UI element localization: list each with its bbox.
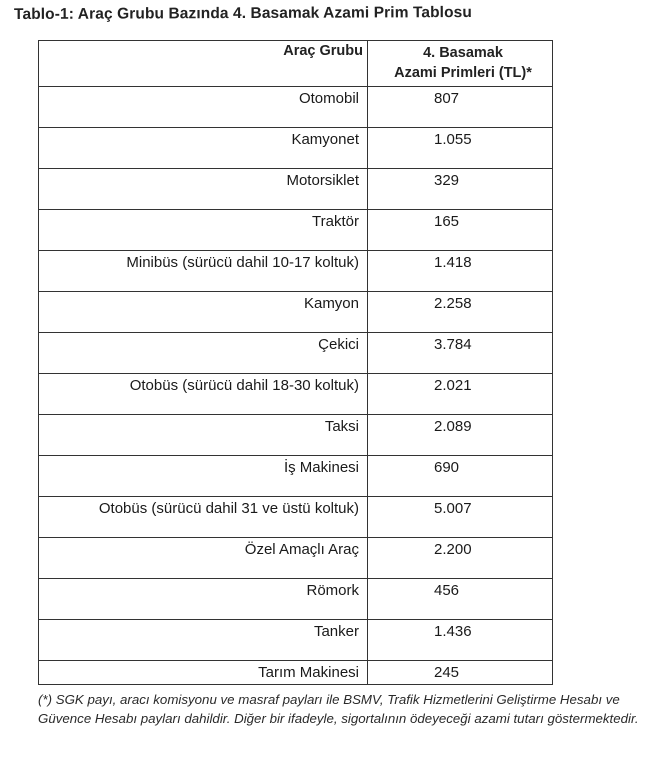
cell-arac-grubu: Çekici bbox=[318, 336, 359, 353]
table-row bbox=[39, 374, 552, 415]
table-row bbox=[39, 456, 552, 497]
cell-arac-grubu: Otobüs (sürücü dahil 18-30 koltuk) bbox=[129, 377, 359, 394]
cell-azami-prim: 1.055 bbox=[434, 131, 472, 148]
cell-azami-prim: 1.418 bbox=[434, 254, 472, 271]
cell-azami-prim: 2.258 bbox=[434, 295, 472, 312]
cell-azami-prim: 456 bbox=[434, 582, 460, 599]
cell-arac-grubu: Otomobil bbox=[298, 90, 359, 107]
table-row bbox=[39, 128, 552, 169]
cell-arac-grubu: Kamyon bbox=[303, 295, 359, 312]
cell-azami-prim: 3.784 bbox=[434, 336, 472, 353]
cell-arac-grubu: Minibüs (sürücü dahil 10-17 koltuk) bbox=[126, 254, 359, 271]
cell-arac-grubu: Motorsiklet bbox=[286, 172, 359, 189]
table-row bbox=[39, 87, 552, 128]
cell-azami-prim: 245 bbox=[434, 664, 460, 681]
cell-azami-prim: 329 bbox=[434, 172, 460, 189]
cell-azami-prim: 2.089 bbox=[434, 418, 472, 435]
header-prim-line1: 4. Basamak bbox=[423, 45, 503, 61]
cell-arac-grubu: Tanker bbox=[313, 623, 359, 640]
cell-azami-prim: 807 bbox=[434, 90, 460, 107]
cell-azami-prim: 1.436 bbox=[434, 623, 472, 640]
table-title: Tablo-1: Araç Grubu Bazında 4. Basamak Azami Prim Tablosu bbox=[14, 4, 472, 23]
table-row bbox=[39, 538, 552, 579]
header-azami-prim bbox=[373, 43, 553, 83]
table-row bbox=[39, 497, 552, 538]
footnote: (*) SGK payı, aracı komisyonu ve masraf payları ile BSMV, Trafik Hizmetlerini Geliştirme Hesabı ve Güvence Hesabı payları dahildir. Diğer bir ifadeyle, sigortalının ödeyeceği azami tutarı göstermektedir. bbox=[38, 692, 639, 726]
table-row bbox=[39, 169, 552, 210]
table-row bbox=[39, 620, 552, 661]
cell-arac-grubu: Otobüs (sürücü dahil 31 ve üstü koltuk) bbox=[98, 500, 359, 517]
cell-azami-prim: 5.007 bbox=[434, 500, 472, 517]
cell-azami-prim: 165 bbox=[434, 213, 460, 230]
header-prim-line2: Azami Primleri (TL)* bbox=[394, 65, 532, 81]
table-row bbox=[39, 292, 552, 333]
header-arac-grubu: Araç Grubu bbox=[283, 43, 363, 59]
cell-azami-prim: 2.200 bbox=[434, 541, 472, 558]
cell-arac-grubu: Özel Amaçlı Araç bbox=[244, 541, 359, 558]
table-row bbox=[39, 251, 552, 292]
table-row bbox=[39, 415, 552, 456]
cell-arac-grubu: Taksi bbox=[324, 418, 359, 435]
table-row bbox=[39, 579, 552, 620]
cell-arac-grubu: Tarım Makinesi bbox=[258, 664, 359, 681]
table-row bbox=[39, 210, 552, 251]
premium-table bbox=[38, 40, 553, 685]
cell-arac-grubu: Römork bbox=[306, 582, 359, 599]
cell-arac-grubu: Kamyonet bbox=[291, 131, 359, 148]
cell-arac-grubu: İş Makinesi bbox=[283, 459, 359, 476]
cell-azami-prim: 690 bbox=[434, 459, 460, 476]
table-row bbox=[39, 333, 552, 374]
cell-azami-prim: 2.021 bbox=[434, 377, 472, 394]
cell-arac-grubu: Traktör bbox=[312, 213, 359, 230]
